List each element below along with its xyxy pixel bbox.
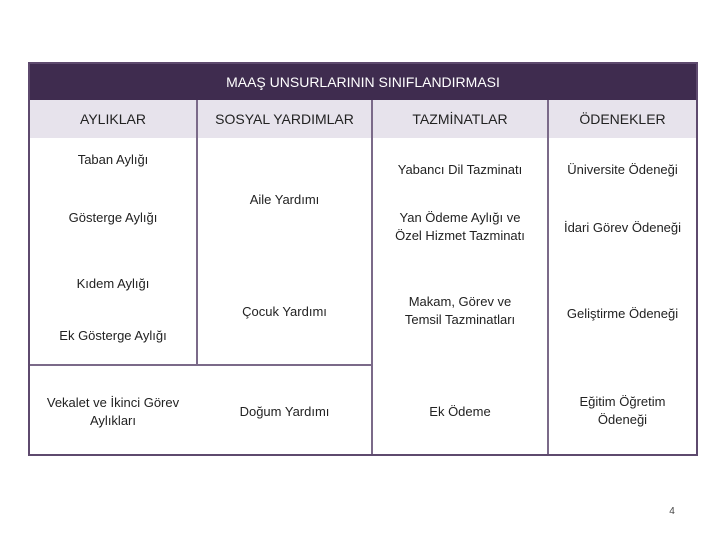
list-item-vekalet-ikinci-gorev: Vekalet ve İkinci Görev Aylıkları xyxy=(46,395,180,428)
header-ayliklar: AYLIKLAR xyxy=(30,100,196,138)
list-item-ek-gosterge-ayligi: Ek Gösterge Aylığı xyxy=(59,328,167,343)
list-item-yabanci-dil-tazminati: Yabancı Dil Tazminatı xyxy=(397,162,523,177)
list-item-yan-odeme: Yan Ödeme Aylığı ve Özel Hizmet Tazminatı xyxy=(395,210,525,243)
header-tazminatlar: TAZMİNATLAR xyxy=(373,100,547,138)
list-item-ek-odeme: Ek Ödeme xyxy=(429,404,491,419)
table-title: MAAŞ UNSURLARININ SINIFLANDIRMASI xyxy=(30,64,696,100)
divider xyxy=(196,138,198,364)
list-item-taban-ayligi: Taban Aylığı xyxy=(77,152,149,167)
page-number: 4 xyxy=(669,506,675,517)
divider xyxy=(547,100,549,138)
divider xyxy=(371,100,373,138)
list-item-cocuk-yardimi: Çocuk Yardımı xyxy=(242,304,327,319)
list-item-idari-gorev-odenegi: İdari Görev Ödeneği xyxy=(563,220,682,235)
list-item-aile-yardimi: Aile Yardımı xyxy=(249,192,320,207)
list-item-universite-odenegi: Üniversite Ödeneği xyxy=(567,162,678,177)
list-item-gosterge-ayligi: Gösterge Aylığı xyxy=(68,210,158,225)
header-odenekler: ÖDENEKLER xyxy=(549,100,696,138)
list-item-makam-gorev-temsil: Makam, Görev ve Temsil Tazminatları xyxy=(404,294,516,327)
list-item-egitim-ogretim-odenegi: Eğitim Öğretim Ödeneği xyxy=(579,394,666,427)
divider xyxy=(196,100,198,138)
list-item-gelistirme-odenegi: Geliştirme Ödeneği xyxy=(566,306,679,321)
divider xyxy=(196,364,371,366)
divider xyxy=(30,364,196,366)
divider xyxy=(547,138,549,454)
list-item-kidem-ayligi: Kıdem Aylığı xyxy=(76,276,150,291)
list-item-dogum-yardimi: Doğum Yardımı xyxy=(239,404,330,419)
salary-classification-table xyxy=(28,62,698,456)
header-sosyal-yardimlar: SOSYAL YARDIMLAR xyxy=(198,100,371,138)
